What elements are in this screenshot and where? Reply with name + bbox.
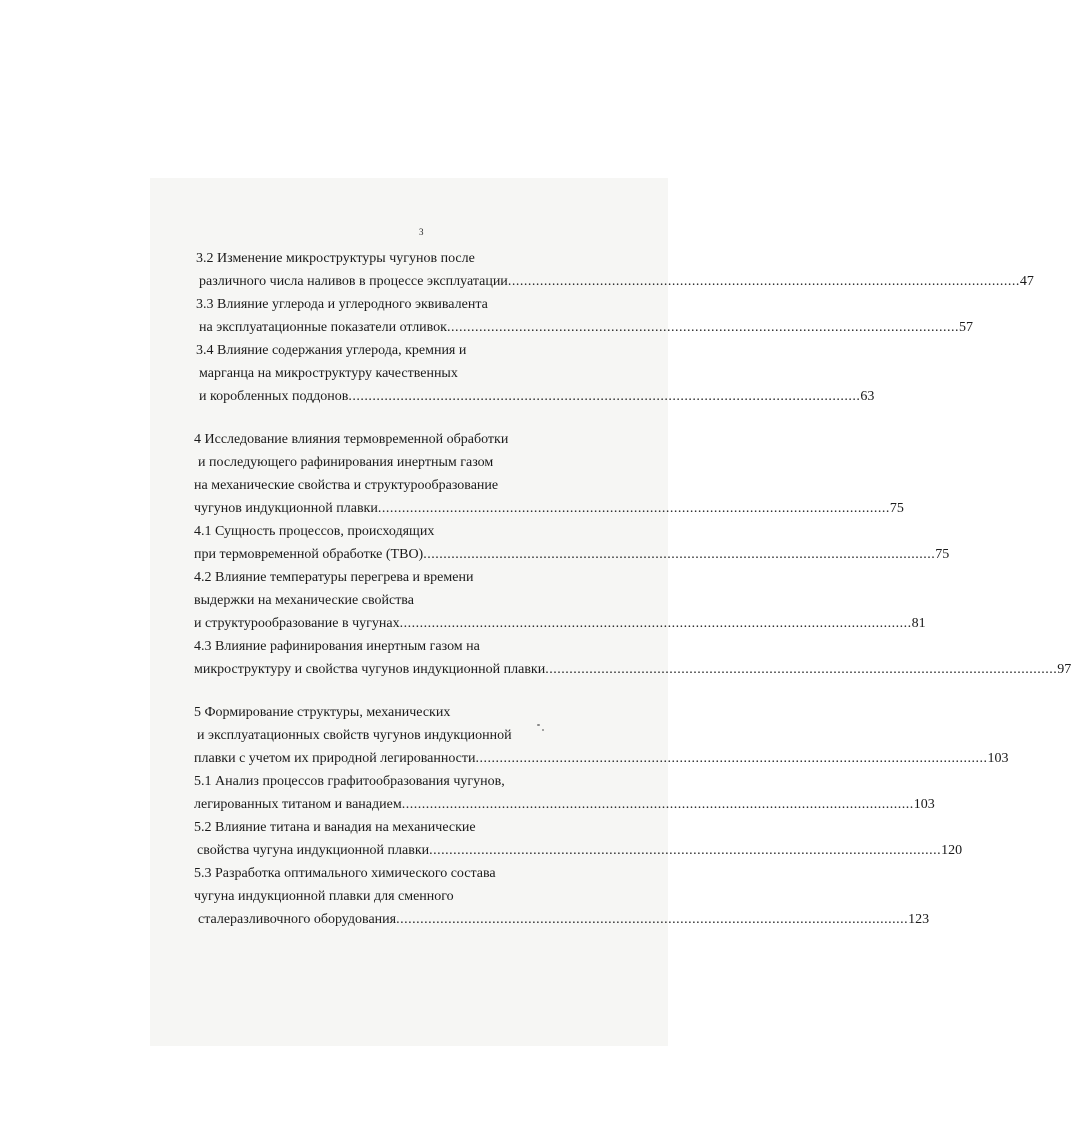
toc-entry-title: на эксплуатационные показатели отливок xyxy=(199,320,447,335)
dot-leader: ................................................................................................................................ xyxy=(429,843,942,858)
dot-leader: ................................................................................................................................ xyxy=(507,274,1020,289)
toc-page-number: 63 xyxy=(860,389,875,404)
toc-entry-last-line xyxy=(194,750,1009,768)
toc-entry-last-line xyxy=(194,546,950,564)
toc-entry-last-line xyxy=(199,273,1034,291)
toc-entry-title: сталеразливочного оборудования xyxy=(198,912,397,927)
dot-leader: ................................................................................................................................ xyxy=(545,662,1058,677)
toc-page-number: 75 xyxy=(935,547,950,562)
toc-entry-title: при термовременной обработке (ТВО) xyxy=(194,547,424,562)
toc-line: чугуна индукционной плавки для сменного xyxy=(194,889,454,904)
toc-line: 5 Формирование структуры, механических xyxy=(194,705,451,720)
toc-line: 4 Исследование влияния термовременной обработки xyxy=(194,432,509,447)
toc-page-number: 123 xyxy=(908,912,930,927)
toc-line: выдержки на механические свойства xyxy=(194,593,414,608)
toc-entry-last-line xyxy=(198,911,930,929)
scan-speck xyxy=(537,724,540,726)
toc-line: 4.2 Влияние температуры перегрева и времени xyxy=(194,570,474,585)
dot-leader: ................................................................................................................................ xyxy=(447,320,959,335)
toc-line: 3.2 Изменение микроструктуры чугунов после xyxy=(196,251,475,266)
toc-page-number: 47 xyxy=(1019,274,1034,289)
toc-entry-title: легированных титаном и ванадием xyxy=(194,797,402,812)
toc-entry-title: и структурообразование в чугунах xyxy=(194,616,400,631)
dot-leader: ................................................................................................................................ xyxy=(396,912,909,927)
toc-line: 5.2 Влияние титана и ванадия на механические xyxy=(194,820,476,835)
toc-page-number: 103 xyxy=(913,797,935,812)
dot-leader: ................................................................................................................................ xyxy=(401,797,914,812)
toc-entry-title: микроструктуру и свойства чугунов индукционной плавки xyxy=(194,662,546,677)
toc-line: 5.3 Разработка оптимального химического состава xyxy=(194,866,496,881)
toc-entry-title: чугунов индукционной плавки xyxy=(194,501,378,516)
toc-line: 4.3 Влияние рафинирования инертным газом на xyxy=(194,639,480,654)
toc-entry-last-line xyxy=(197,842,963,860)
page-number: 3 xyxy=(419,227,424,237)
toc-line: 3.3 Влияние углерода и углеродного эквивалента xyxy=(196,297,488,312)
toc-entry-last-line xyxy=(194,500,904,518)
toc-page-number: 97 xyxy=(1057,662,1071,677)
dot-leader: ................................................................................................................................ xyxy=(423,547,936,562)
dot-leader: ................................................................................................................................ xyxy=(348,389,861,404)
toc-page-number: 103 xyxy=(987,751,1009,766)
toc-entry-title: плавки с учетом их природной легированности xyxy=(194,751,476,766)
toc-page-number: 57 xyxy=(959,320,973,335)
toc-line: на механические свойства и структурообразование xyxy=(194,478,499,493)
dot-leader: ................................................................................................................................ xyxy=(377,501,890,516)
toc-entry-title: различного числа наливов в процессе эксплуатации xyxy=(199,274,508,289)
toc-line: 5.1 Анализ процессов графитообразования чугунов, xyxy=(194,774,505,789)
toc-entry-last-line xyxy=(194,796,935,814)
toc-entry-title: свойства чугуна индукционной плавки xyxy=(197,843,430,858)
toc-entry-last-line xyxy=(194,661,1071,679)
dot-leader: ................................................................................................................................ xyxy=(399,616,912,631)
toc-page-number: 81 xyxy=(911,616,926,631)
toc-entry-last-line xyxy=(194,615,926,633)
toc-line: и эксплуатационных свойств чугунов индукционной xyxy=(197,728,512,743)
toc-page-number: 75 xyxy=(889,501,904,516)
toc-entry-last-line xyxy=(199,319,973,337)
toc-line: 3.4 Влияние содержания углерода, кремния и xyxy=(196,343,467,358)
toc-entry-last-line xyxy=(199,388,875,406)
toc-entry-title: и коробленных поддонов xyxy=(199,389,349,404)
toc-page-number: 120 xyxy=(941,843,963,858)
toc-line: 4.1 Сущность процессов, происходящих xyxy=(194,524,435,539)
scan-speck xyxy=(542,729,544,731)
dot-leader: ................................................................................................................................ xyxy=(475,751,988,766)
toc-line: марганца на микроструктуру качественных xyxy=(199,366,458,381)
toc-line: и последующего рафинирования инертным газом xyxy=(198,455,494,470)
